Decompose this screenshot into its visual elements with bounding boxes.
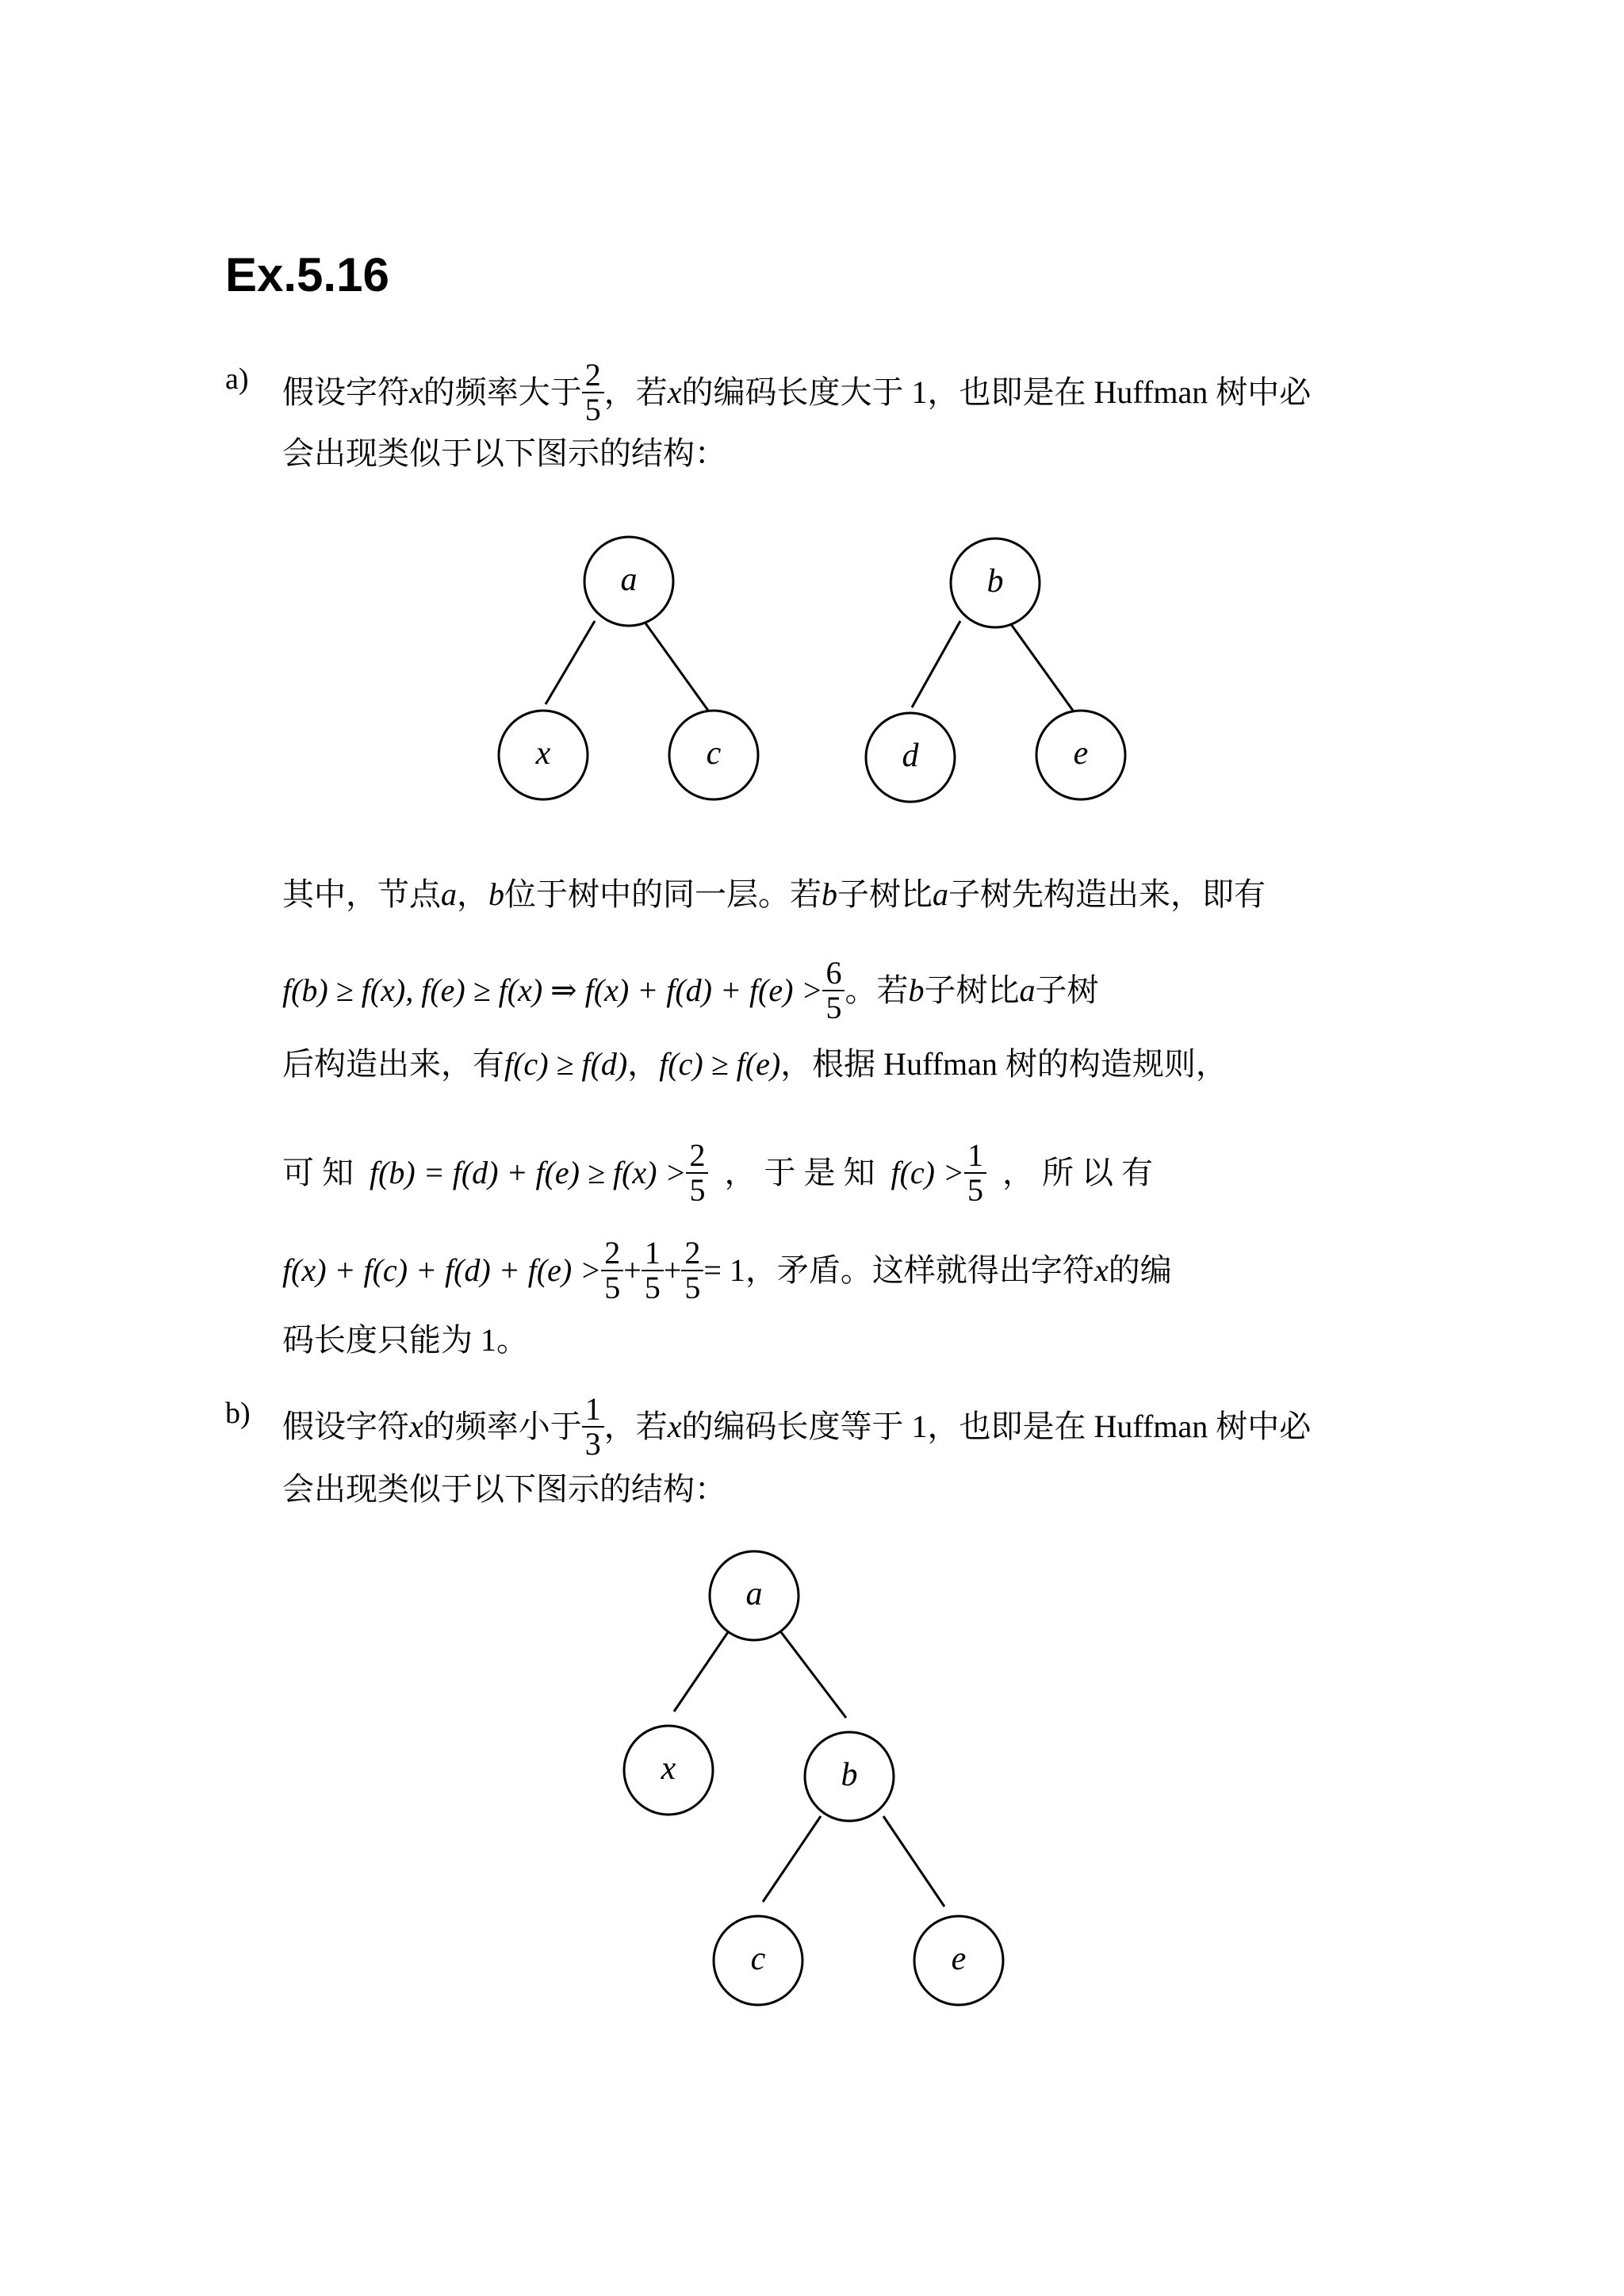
node-x-label: x (661, 1750, 676, 1787)
node-c-label: c (706, 735, 722, 772)
page-title: Ex.5.16 (225, 248, 389, 301)
node-b-label: b (841, 1757, 858, 1793)
part-a-para-line-3: 后构造出来，有f(c) ≥ f(d)，f(c) ≥ f(e)，根据 Huffman 树的构造规则， (282, 1046, 1228, 1082)
fraction-6-5: $\frac{6}{5}$ (822, 956, 845, 1025)
part-a-marker: a) (225, 362, 249, 396)
fraction-1-3: $\frac{1}{3}$ (582, 1393, 604, 1461)
node-e-label: e (1073, 735, 1089, 772)
part-a-para-line-4: 可 知 f(b) = f(d) + f(e) ≥ f(x) > $\frac{2}{5}$ ， 于 是 知 f(c) > $\frac{1}{5}$ ， 所 以 有 (282, 1137, 1153, 1208)
node-a-label: a (745, 1576, 763, 1612)
part-b-line-1: 假设字符x的频率小于 $\frac{1}{3}$ ，若x的编码长度等于 1，也即是在 Huffman 树中必 (282, 1391, 1312, 1462)
node-e-label: e (951, 1941, 967, 1977)
node-c-label: c (750, 1941, 766, 1977)
part-b-marker: b) (225, 1397, 251, 1430)
part-a-para-line-5: f(x) + f(c) + f(d) + f(e) > $\frac{2}{5}$ + $\frac{1}{5}$ + $\frac{2}{5}$ = 1，矛盾。这样就得出字符x的编 (282, 1235, 1172, 1305)
part-a-para-line-6: 码长度只能为 1。 (282, 1322, 528, 1358)
part-a-line-1: 假设字符x的频率大于 $\frac{2}{5}$ ，若x的编码长度大于 1，也即是在 Huffman 树中必 (282, 357, 1312, 427)
part-b-line-2: 会出现类似于以下图示的结构： (282, 1471, 726, 1507)
diagram-tree-b (603, 1547, 1031, 2038)
fraction-2-5: $\frac{2}{5}$ (582, 358, 604, 427)
diagram-two-trees (476, 523, 1158, 809)
node-a-label: a (620, 562, 638, 598)
node-x-label: x (535, 735, 551, 772)
part-a-line-2: 会出现类似于以下图示的结构： (282, 435, 726, 471)
node-d-label: d (902, 738, 919, 774)
node-b-label: b (986, 563, 1004, 600)
part-a-para-line-2: f(b) ≥ f(x), f(e) ≥ f(x) ⇒ f(x) + f(d) + f(e) > $\frac{6}{5}$ 。若b子树比a子树 (282, 955, 1099, 1025)
part-a-para-line-1: 其中，节点a，b位于树中的同一层。若b子树比a子树先构造出来，即有 (282, 876, 1266, 912)
